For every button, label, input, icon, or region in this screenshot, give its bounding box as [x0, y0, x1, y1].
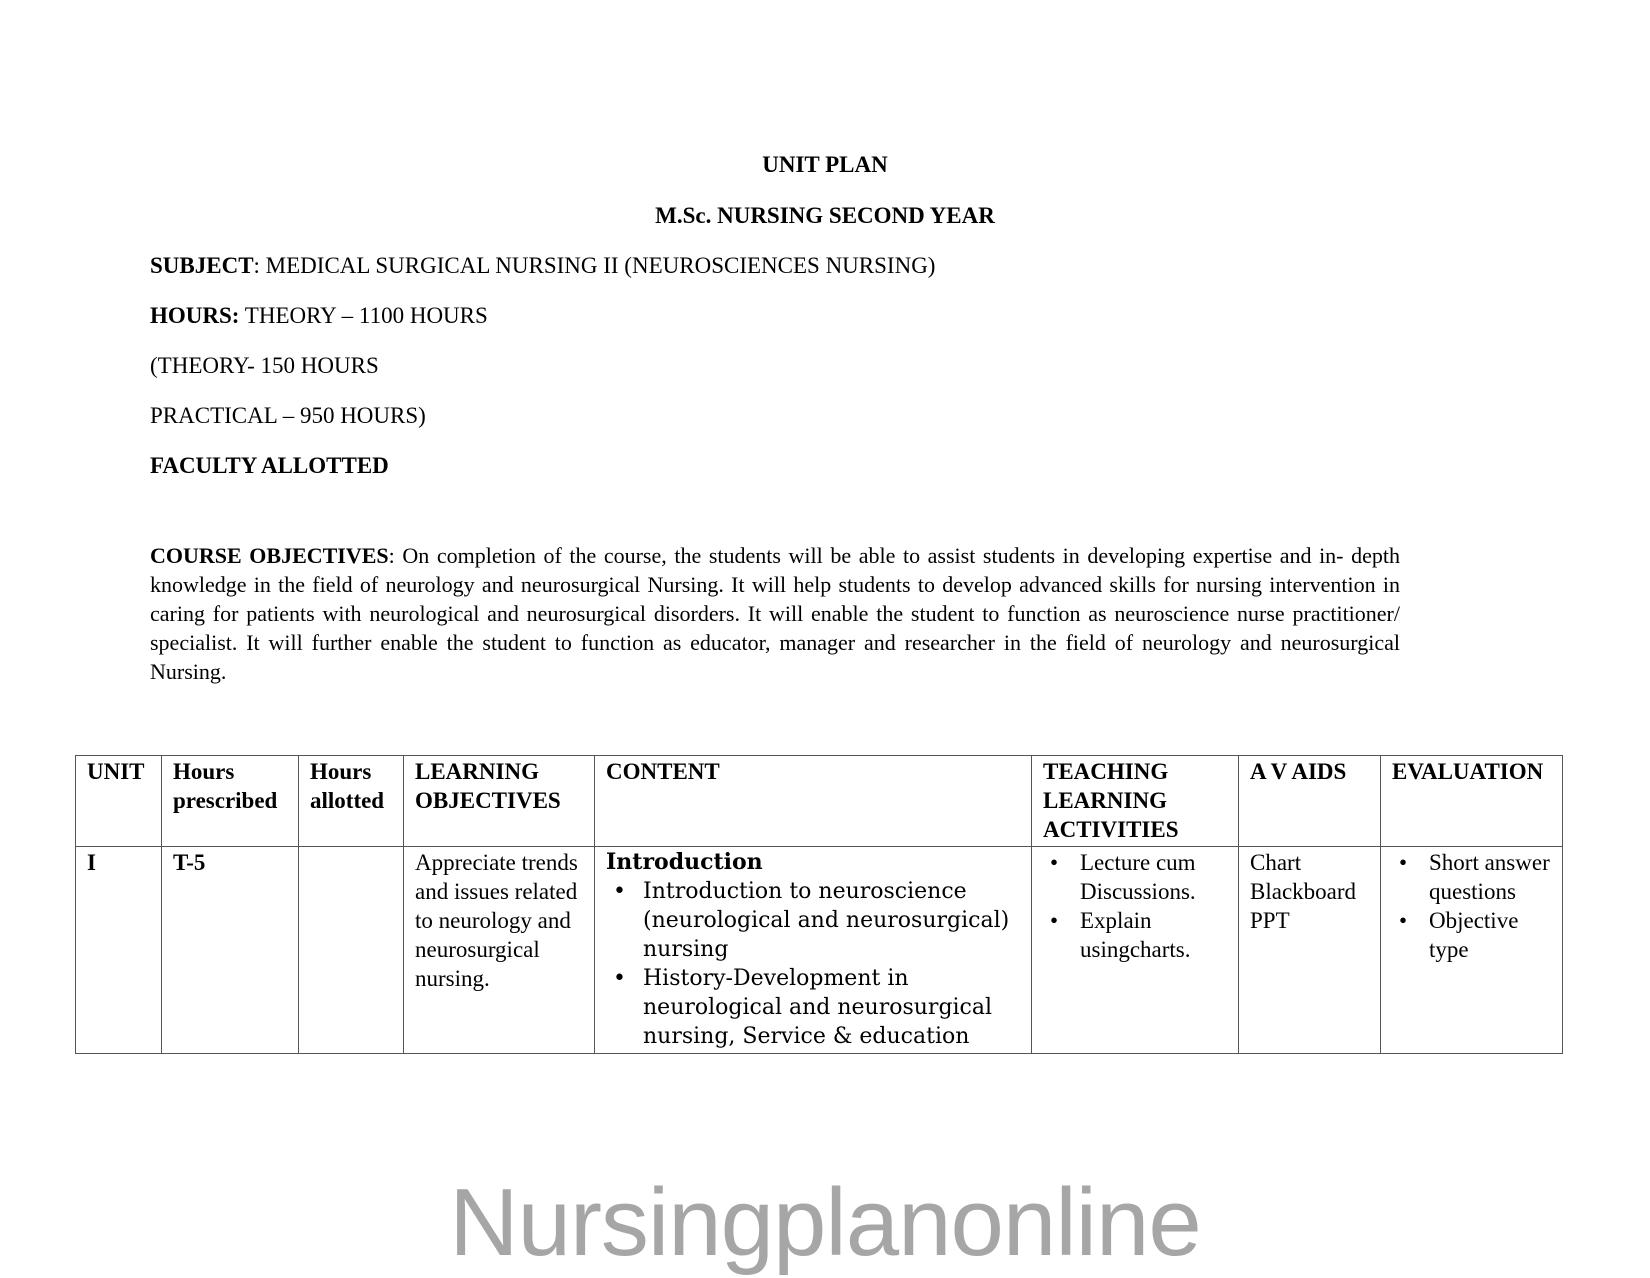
header-learning-objectives: LEARNING OBJECTIVES: [404, 756, 595, 847]
header-av-aids: A V AIDS: [1239, 756, 1381, 847]
subject-label: SUBJECT: [150, 253, 254, 278]
cell-av-aids: [1239, 847, 1381, 1054]
course-objectives: [150, 541, 1400, 686]
watermark-text: Nursingplanonline: [449, 1169, 1201, 1276]
subject-value: : MEDICAL SURGICAL NURSING II (NEUROSCIENCES NURSING): [253, 253, 936, 278]
table-row: [76, 847, 1563, 1054]
header-content: CONTENT: [595, 756, 1032, 847]
header-teaching-learning: TEACHING LEARNING ACTIVITIES: [1032, 756, 1239, 847]
header-hours-prescribed: Hours prescribed: [162, 756, 299, 847]
table-header-row: [76, 756, 1563, 847]
header-unit: UNIT: [76, 756, 162, 847]
objectives-label: COURSE OBJECTIVES: [150, 543, 389, 568]
content-list: [606, 877, 1023, 1051]
cell-content: [595, 847, 1032, 1054]
cell-evaluation: [1381, 847, 1563, 1054]
evaluation-item: • Short answer questions: [1429, 848, 1554, 906]
cell-learning-objectives: Appreciate trends and issues related to neurology and neurosurgical nursing.: [404, 847, 595, 1054]
header-hours-allotted: Hours allotted: [299, 756, 404, 847]
hours-value: THEORY – 1100 HOURS: [239, 303, 488, 328]
objectives-text: : On completion of the course, the students will be able to assist students in developing expertise and in- depth knowledge in the field of neurology and neurosurgical Nursing. It will help students to develop advanced skills for nursing intervention in caring for patients with neurological and neurosurgical disorders. It will enable the student to function as neuroscience nurse practitioner/ specialist. It will further enable the student to function as educator, manager and researcher in the field of neurology and neurosurgical Nursing.: [150, 543, 1400, 684]
av-aid-item: Chart: [1250, 850, 1302, 875]
evaluation-list: [1392, 848, 1554, 964]
header-evaluation: EVALUATION: [1381, 756, 1563, 847]
hours-label: HOURS:: [150, 303, 240, 328]
content-item: • History-Development in neurological and neurosurgical nursing, Service & education: [643, 964, 1023, 1051]
teaching-item: • Explain usingcharts.: [1080, 906, 1230, 964]
theory-hours-line: (THEORY- 150 HOURS: [150, 353, 379, 378]
cell-hours-allotted: [299, 847, 404, 1054]
document-title: UNIT PLAN: [762, 152, 888, 177]
practical-hours-line: PRACTICAL – 950 HOURS): [150, 403, 426, 428]
evaluation-item: • Objective type: [1429, 906, 1554, 964]
document-subtitle: M.Sc. NURSING SECOND YEAR: [655, 203, 995, 228]
content-item: • Introduction to neuroscience (neurological and neurosurgical) nursing: [643, 877, 1023, 964]
teaching-item: • Lecture cum Discussions.: [1080, 848, 1230, 906]
faculty-line: FACULTY ALLOTTED: [150, 453, 389, 478]
av-aid-item: Blackboard: [1250, 879, 1357, 904]
cell-hours-prescribed: T-5: [162, 847, 299, 1054]
content-heading: Introduction: [606, 849, 763, 875]
unit-plan-table: [75, 755, 1563, 1054]
cell-teaching-learning: [1032, 847, 1239, 1054]
cell-unit: I: [76, 847, 162, 1054]
teaching-list: [1043, 848, 1230, 964]
subject-line: [150, 253, 935, 279]
av-aid-item: PPT: [1250, 908, 1290, 933]
hours-line: [150, 303, 488, 329]
